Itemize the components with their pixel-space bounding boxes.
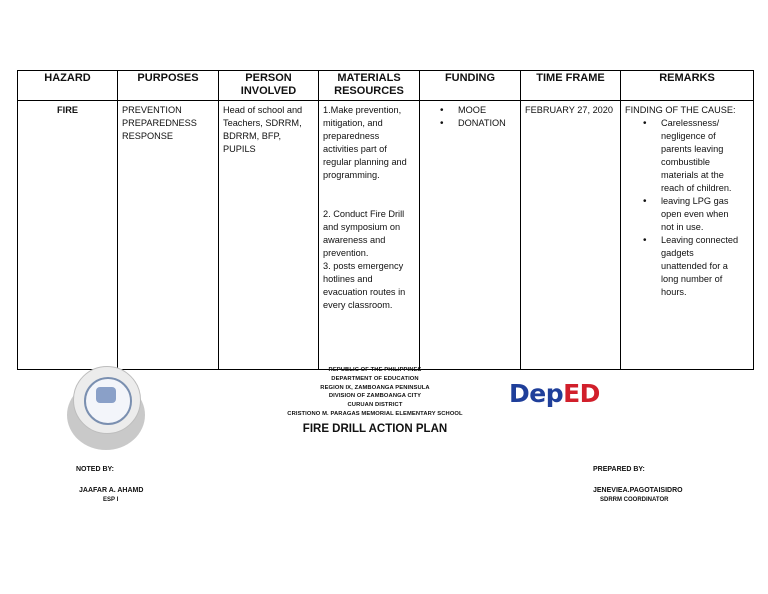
header-funding: FUNDING [420,71,521,101]
prepared-by-label: PREPARED BY: [593,466,645,473]
noted-by-name: JAAFAR A. AHAMD [79,487,144,494]
cell-purposes: PREVENTION PREPAREDNESS RESPONSE [118,101,219,370]
noted-by-title: ESP I [103,497,119,503]
header-hazard: HAZARD [18,71,118,101]
deped-logo: DepED [509,379,600,408]
school-seal-logo [67,366,147,450]
header-line: DIVISION OF ZAMBOANGA CITY [328,393,422,400]
header-line: DEPARTMENT OF EDUCATION [331,375,419,382]
action-plan-table [17,70,754,370]
header-line: CURUAN DISTRICT [347,402,403,409]
cell-hazard: FIRE [18,101,118,370]
list-item: • Leaving connected gadgets unattended for a long number of hours. [625,234,749,299]
cell-materials-resources: 1.Make prevention, mitigation, and preparedness activities part of regular planning and programming. 2. Conduct Fire Drill and symposium on awareness and prevention. 3. posts emergency hotlines and evacuation routes in every classroom. [319,101,420,370]
cell-person-involved: Head of school and Teachers, SDRRM, BDRRM, BFP, PUPILS [219,101,319,370]
header-person-involved: PERSON INVOLVED [219,71,319,101]
prepared-by-name: JENEVIEA.PAGOTAISIDRO [593,487,683,494]
header-materials-resources: MATERIALS RESOURCES [319,71,420,101]
noted-by-label: NOTED BY: [76,466,114,473]
list-item: • leaving LPG gas open even when not in use. [625,195,749,234]
list-item: • MOOE [424,104,516,117]
table-header-row [18,71,754,101]
header-line: CRISTIONO M. PARAGAS MEMORIAL ELEMENTARY SCHOOL [287,410,463,417]
header-remarks: REMARKS [621,71,754,101]
header-purposes: PURPOSES [118,71,219,101]
list-item: • Carelessness/ negligence of parents leaving combustible materials at the reach of children. [625,117,749,195]
document-title: FIRE DRILL ACTION PLAN [302,422,448,435]
cell-remarks: FINDING OF THE CAUSE: • Carelessness/ negligence of parents leaving combustible materials at the reach of children. • leaving LPG gas open even when not in use. • Leaving connected gadgets unattended for a long number of hours. [621,101,754,370]
cell-time-frame: FEBRUARY 27, 2020 [521,101,621,370]
header-time-frame: TIME FRAME [521,71,621,101]
header-line: REPUBLIC OF THE PHILIPPINES [328,367,422,373]
table-row [18,101,754,370]
list-item: • DONATION [424,117,516,130]
cell-funding [420,101,521,370]
document-header [260,366,490,435]
header-line: REGION IX, ZAMBOANGA PENINSULA [320,384,430,391]
prepared-by-title: SDRRM COORDINATOR [600,497,669,503]
